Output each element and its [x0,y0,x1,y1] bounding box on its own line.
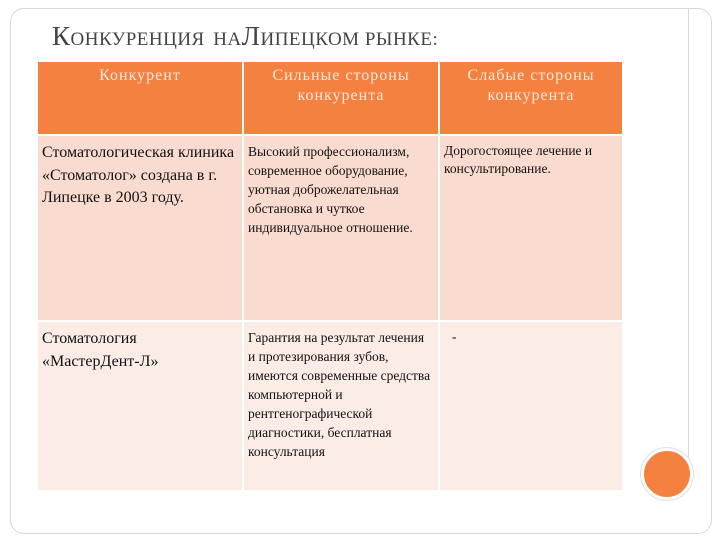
cell-competitor: Стоматологическая клиника «Стоматолог» создана в г. Липецке в 2003 году. [38,136,242,320]
header-strengths: Сильные стороны конкурента [244,62,438,134]
cell-weaknesses: Дорогостоящее лечение и консультирование. [440,136,622,320]
cell-strengths: Гарантия на результат лечения и протезирования зубов, имеются современные средства компьютерной и рентгенографической диагностики, бесплатная консультация [244,322,438,490]
table-header-row [38,62,622,134]
cell-strengths: Высокий профессионализм, современное оборудование, уютная доброжелательная обстановка и чуткое индивидуальное отношение. [244,136,438,320]
dash-text: - [452,329,457,344]
decorative-circle [641,448,693,500]
slide-edge-rule [688,8,689,463]
slide-title: КОНКУРЕНЦИЯ НАЛИПЕЦКОМ РЫНКЕ: [52,21,439,51]
cell-weaknesses [440,322,622,490]
header-competitor: Конкурент [38,62,242,134]
cell-competitor: Стоматология «МастерДент-Л» [38,322,242,490]
header-weaknesses: Слабые стороны конкурента [440,62,622,134]
table-row [38,322,622,490]
table-row [38,136,622,320]
competition-table [36,60,624,492]
